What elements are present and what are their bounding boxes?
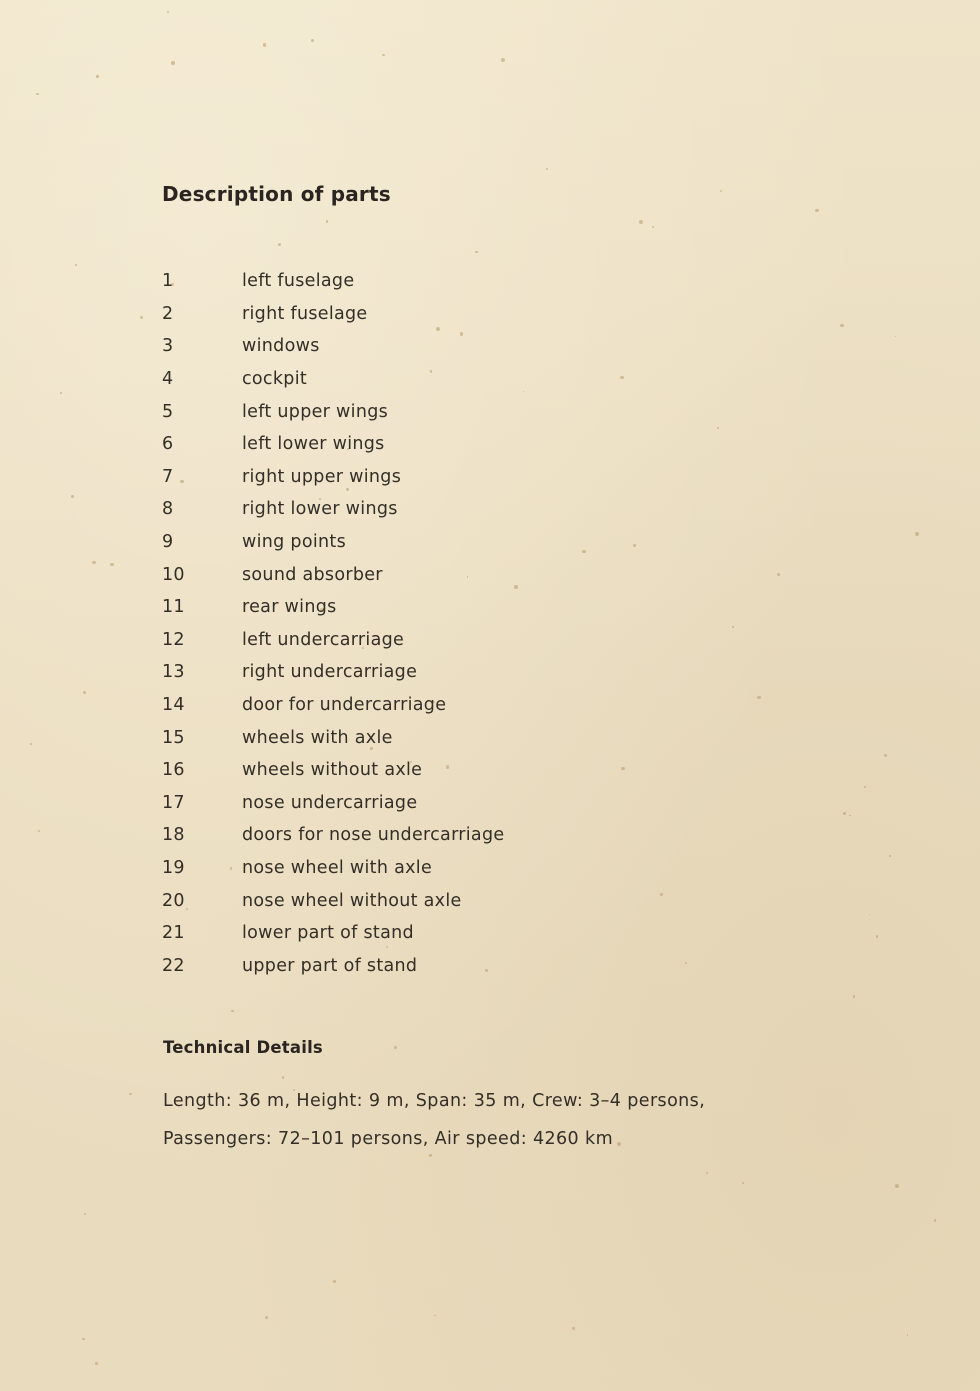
paper-speck	[231, 1010, 233, 1012]
part-name: left lower wings	[242, 434, 385, 455]
part-name: right lower wings	[242, 499, 398, 520]
paper-speck	[652, 226, 654, 228]
paper-speck	[732, 626, 734, 628]
part-name: left undercarriage	[242, 629, 405, 650]
paper-speck	[263, 43, 267, 47]
part-row	[160, 428, 504, 461]
paper-speck	[129, 1093, 132, 1096]
paper-speck	[140, 316, 143, 319]
part-row	[160, 884, 504, 917]
paper-speck	[475, 251, 478, 254]
part-row	[160, 395, 504, 428]
paper-speck	[514, 585, 518, 589]
part-name: right upper wings	[242, 466, 402, 487]
part-name: nose wheel with axle	[242, 857, 433, 878]
part-name: left fuselage	[242, 271, 355, 292]
part-name: doors for nose undercarriage	[242, 825, 505, 846]
paper-speck	[864, 786, 867, 789]
paper-speck	[84, 1213, 86, 1215]
paper-speck	[394, 1046, 397, 1049]
paper-speck	[717, 427, 719, 429]
paper-speck	[82, 1338, 85, 1341]
part-name: wing points	[242, 532, 346, 553]
part-number: 15	[162, 727, 185, 748]
technical-details-line-1: Length: 36 m, Height: 9 m, Span: 35 m, Crew: 3–4 persons,	[163, 1091, 706, 1111]
part-number: 22	[162, 955, 185, 976]
technical-details-heading: Technical Details	[163, 1038, 323, 1057]
paper-speck	[83, 691, 86, 694]
paper-speck	[75, 264, 77, 266]
part-number: 4	[162, 369, 174, 390]
part-number: 19	[162, 857, 185, 878]
part-row	[160, 917, 504, 950]
page-title: Description of parts	[162, 182, 391, 206]
paper-speck	[889, 855, 891, 857]
paper-speck	[382, 54, 384, 56]
paper-speck	[895, 1184, 899, 1188]
paper-speck	[92, 561, 95, 564]
paper-speck	[60, 392, 63, 395]
paper-speck	[278, 243, 281, 246]
part-name: upper part of stand	[242, 955, 418, 976]
paper-speck	[621, 767, 624, 770]
part-number: 5	[162, 401, 174, 422]
part-number: 8	[162, 499, 174, 520]
paper-speck	[843, 812, 846, 815]
paper-speck	[572, 1327, 575, 1330]
part-name: cockpit	[242, 369, 308, 390]
paper-speck	[434, 1315, 436, 1317]
part-number: 12	[162, 629, 185, 650]
part-row	[160, 721, 504, 754]
part-name: nose undercarriage	[242, 792, 418, 813]
part-number: 10	[162, 564, 185, 585]
part-name: wheels without axle	[242, 760, 423, 781]
paper-speck	[915, 532, 919, 536]
paper-speck	[895, 336, 897, 338]
part-name: wheels with axle	[242, 727, 393, 748]
paper-speck	[30, 743, 32, 745]
paper-speck	[282, 1076, 285, 1079]
part-number: 13	[162, 662, 185, 683]
part-name: door for undercarriage	[242, 695, 447, 716]
paper-speck	[36, 93, 38, 95]
paper-speck	[777, 573, 781, 577]
part-name: right undercarriage	[242, 662, 418, 683]
paper-speck	[840, 324, 843, 327]
part-number: 9	[162, 532, 174, 553]
paper-speck	[907, 1334, 909, 1336]
part-row	[160, 656, 504, 689]
part-name: lower part of stand	[242, 923, 414, 944]
part-row	[160, 363, 504, 396]
part-row	[160, 852, 504, 885]
paper-speck	[96, 75, 99, 78]
part-row	[160, 493, 504, 526]
paper-speck	[639, 220, 643, 224]
paper-speck	[660, 893, 663, 896]
paper-speck	[742, 1182, 744, 1184]
part-row	[160, 526, 504, 559]
part-name: left upper wings	[242, 401, 389, 422]
part-number: 7	[162, 466, 174, 487]
part-name: sound absorber	[242, 564, 383, 585]
paper-speck	[934, 1219, 937, 1222]
part-name: rear wings	[242, 597, 337, 618]
paper-speck	[38, 830, 40, 832]
part-row	[160, 754, 504, 787]
paper-speck	[853, 995, 856, 998]
paper-speck	[633, 544, 636, 547]
paper-speck	[95, 1362, 98, 1365]
paper-speck	[333, 1280, 336, 1283]
part-number: 17	[162, 792, 185, 813]
paper-speck	[884, 754, 887, 757]
part-row	[160, 949, 504, 982]
part-row	[160, 819, 504, 852]
part-row	[160, 330, 504, 363]
paper-speck	[720, 190, 722, 192]
paper-speck	[167, 11, 169, 13]
paper-speck	[617, 1142, 621, 1146]
paper-speck	[582, 550, 586, 554]
part-name: nose wheel without axle	[242, 890, 462, 911]
paper-speck	[326, 220, 329, 223]
paper-speck	[620, 376, 623, 379]
paper-speck	[523, 391, 525, 393]
paper-speck	[429, 1154, 432, 1157]
part-number: 21	[162, 923, 185, 944]
paper-speck	[265, 1316, 268, 1319]
part-number: 16	[162, 760, 185, 781]
paper-speck	[71, 495, 74, 498]
paper-speck	[815, 209, 819, 213]
paper-speck	[546, 168, 549, 171]
part-name: windows	[242, 336, 320, 357]
part-number: 11	[162, 597, 185, 618]
paper-speck	[876, 935, 879, 938]
technical-details-line-2: Passengers: 72–101 persons, Air speed: 4260 km	[163, 1129, 614, 1149]
part-row	[160, 461, 504, 494]
part-row	[160, 558, 504, 591]
paper-speck	[501, 58, 505, 62]
part-row	[160, 591, 504, 624]
part-number: 18	[162, 825, 185, 846]
part-row	[160, 298, 504, 331]
part-number: 20	[162, 890, 185, 911]
paper-speck	[849, 815, 851, 817]
parts-list	[160, 265, 504, 982]
part-row	[160, 689, 504, 722]
part-number: 6	[162, 434, 174, 455]
part-number: 1	[162, 271, 174, 292]
part-name: right fuselage	[242, 303, 368, 324]
paper-speck	[685, 962, 687, 964]
paper-speck	[171, 61, 175, 65]
part-row	[160, 265, 504, 298]
part-number: 2	[162, 303, 174, 324]
paper-speck	[110, 563, 114, 567]
part-number: 3	[162, 336, 174, 357]
part-number: 14	[162, 695, 185, 716]
paper-speck	[757, 696, 760, 699]
paper-speck	[869, 914, 871, 916]
paper-speck	[706, 1172, 708, 1174]
paper-speck	[311, 39, 314, 42]
part-row	[160, 624, 504, 657]
part-row	[160, 787, 504, 820]
